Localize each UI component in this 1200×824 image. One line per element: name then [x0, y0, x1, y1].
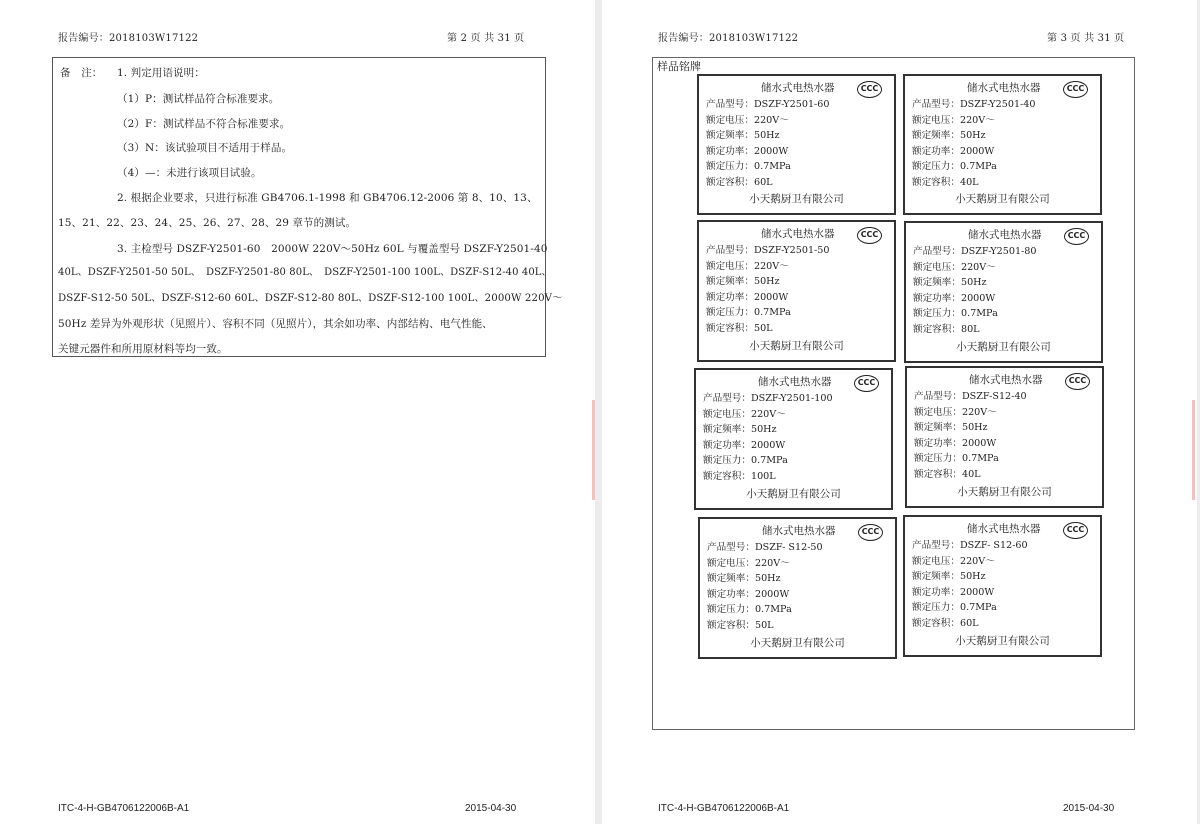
spec-label: 额定电压：	[914, 406, 962, 418]
spec-label: 额定电压：	[913, 261, 961, 273]
footer-doc-code: ITC-4-H-GB4706122006B-A1	[58, 803, 190, 814]
page-indicator: 第 3 页 共 31 页	[1047, 33, 1125, 44]
spec-row	[914, 436, 1027, 452]
spec-row	[703, 422, 833, 438]
spec-value: 50Hz	[961, 422, 988, 434]
spec-value: DSZF-Y2501-80	[960, 246, 1037, 257]
spec-value: 220V～	[959, 114, 995, 126]
spec-value: 2000W	[960, 292, 996, 304]
spec-label: 额定功率：	[914, 437, 962, 449]
spec-row	[912, 616, 1028, 632]
ccc-certification-icon: CCC	[1065, 373, 1090, 390]
spec-value: 40L	[961, 468, 981, 480]
spec-row	[912, 585, 1028, 601]
spec-row	[912, 113, 1036, 129]
nameplate	[697, 220, 896, 362]
spec-row	[703, 453, 833, 469]
ccc-certification-icon: CCC	[1063, 522, 1088, 539]
remarks-line: 50Hz 差异为外观形状（见照片）、容积不同（见照片），其余如功率、内部结构、电气性能、	[58, 318, 493, 330]
spec-label: 额定频率：	[706, 276, 754, 288]
spec-label: 额定功率：	[912, 586, 960, 598]
spec-label: 额定电压：	[912, 114, 960, 126]
spec-value: 220V～	[959, 555, 995, 567]
spec-value: 100L	[750, 470, 776, 482]
nameplate-title: 储水式电热水器	[761, 82, 835, 94]
spec-value: 60L	[753, 176, 773, 188]
spec-label: 额定压力：	[703, 455, 751, 467]
nameplate-title: 储水式电热水器	[967, 82, 1041, 94]
nameplate	[905, 366, 1104, 508]
spec-label: 额定容积：	[706, 322, 754, 334]
spec-value: 0.7MPa	[961, 453, 999, 465]
spec-label: 产品型号：	[913, 246, 961, 257]
spec-value: 220V～	[960, 261, 996, 273]
spec-row	[707, 571, 823, 587]
spec-row	[706, 243, 830, 259]
report-number: 报告编号：2018103W17122	[58, 33, 199, 44]
spec-row	[706, 175, 830, 191]
spec-row	[914, 467, 1027, 483]
spec-value: 220V～	[961, 406, 997, 418]
spec-row	[707, 540, 823, 556]
spec-row	[913, 306, 1037, 322]
spec-value: 2000W	[961, 437, 997, 449]
spec-label: 额定压力：	[706, 161, 754, 173]
spec-label: 额定功率：	[706, 291, 754, 303]
spec-label: 产品型号：	[706, 245, 754, 256]
spec-row	[706, 144, 830, 160]
spec-value: 0.7MPa	[959, 602, 997, 614]
footer-date: 2015-04-30	[465, 803, 517, 814]
nameplate-specs	[914, 389, 1027, 483]
spec-value: 50Hz	[960, 277, 987, 289]
spec-row	[913, 244, 1037, 260]
spec-label: 额定压力：	[914, 453, 962, 465]
page-indicator: 第 2 页 共 31 页	[447, 33, 525, 44]
spec-value: 50Hz	[753, 130, 780, 142]
spec-label: 额定容积：	[913, 323, 961, 335]
footer-date: 2015-04-30	[1063, 803, 1115, 814]
spec-value: 2000W	[754, 588, 790, 600]
spec-row	[706, 113, 830, 129]
spec-value: 220V～	[753, 260, 789, 272]
spec-label: 额定电压：	[707, 557, 755, 569]
spec-label: 额定压力：	[706, 307, 754, 319]
spec-value: 0.7MPa	[750, 455, 788, 467]
spec-row	[706, 290, 830, 306]
spec-label: 额定功率：	[913, 292, 961, 304]
spec-row	[706, 274, 830, 290]
spec-row	[707, 618, 823, 634]
footer-doc-code: ITC-4-H-GB4706122006B-A1	[658, 803, 790, 814]
spec-label: 额定频率：	[912, 571, 960, 583]
spec-label: 产品型号：	[914, 391, 962, 402]
nameplate	[694, 368, 893, 510]
nameplate-specs	[913, 244, 1037, 338]
nameplate	[697, 74, 896, 215]
nameplate-title: 储水式电热水器	[762, 525, 836, 537]
spec-value: 50Hz	[753, 276, 780, 288]
remarks-line: 1. 判定用语说明：	[117, 67, 205, 79]
spec-label: 产品型号：	[912, 540, 960, 551]
spec-label: 额定功率：	[706, 145, 754, 157]
nameplate-title: 储水式电热水器	[758, 376, 832, 388]
remarks-line: 关键元器件和所用原材料等均一致。	[58, 343, 228, 355]
remarks-line: （1）P：测试样品符合标准要求。	[117, 93, 280, 105]
spec-value: 50Hz	[959, 130, 986, 142]
manufacturer-name: 小天鹅厨卫有限公司	[750, 637, 845, 649]
spec-value: 80L	[960, 323, 980, 335]
spec-row	[912, 97, 1036, 113]
manufacturer-name: 小天鹅厨卫有限公司	[746, 488, 841, 500]
section-title: 样品铭牌	[657, 60, 701, 73]
manufacturer-name: 小天鹅厨卫有限公司	[749, 340, 844, 352]
spec-label: 额定功率：	[707, 588, 755, 600]
spec-label: 额定容积：	[912, 176, 960, 188]
spec-value: DSZF- S12-60	[959, 540, 1028, 551]
nameplate-title: 储水式电热水器	[968, 229, 1042, 241]
spec-row	[914, 405, 1027, 421]
spec-value: 0.7MPa	[960, 308, 998, 320]
spec-value: DSZF- S12-50	[754, 542, 823, 553]
remarks-line: 2. 根据企业要求，只进行标准 GB4706.1-1998 和 GB4706.12-2006 第 8、10、13、	[117, 192, 538, 204]
spec-row	[913, 291, 1037, 307]
ccc-certification-icon: CCC	[854, 375, 879, 392]
spec-label: 额定容积：	[706, 176, 754, 188]
spec-label: 产品型号：	[707, 542, 755, 553]
spec-row	[912, 175, 1036, 191]
spec-value: DSZF-S12-40	[961, 391, 1027, 402]
remarks-line: 40L、DSZF-Y2501-50 50L、 DSZF-Y2501-80 80L、 DSZF-Y2501-100 100L、DSZF-S12-40 40L、	[58, 267, 552, 278]
spec-value: 50Hz	[959, 571, 986, 583]
spec-label: 额定频率：	[707, 573, 755, 585]
nameplate-title: 储水式电热水器	[761, 228, 835, 240]
spec-label: 额定功率：	[912, 145, 960, 157]
remarks-label: 备 注：	[60, 67, 103, 79]
manufacturer-name: 小天鹅厨卫有限公司	[957, 486, 1052, 498]
spec-row	[706, 305, 830, 321]
spec-label: 产品型号：	[703, 393, 751, 404]
spec-row	[914, 451, 1027, 467]
remarks-line: DSZF-S12-50 50L、DSZF-S12-60 60L、DSZF-S12-80 80L、DSZF-S12-100 100L、2000W 220V～	[58, 293, 563, 304]
remarks-line: （3）N：该试验项目不适用于样品。	[117, 142, 293, 154]
spec-value: 50Hz	[754, 573, 781, 585]
spec-value: DSZF-Y2501-50	[753, 245, 830, 256]
spec-value: 0.7MPa	[754, 604, 792, 616]
spec-row	[706, 97, 830, 113]
ccc-certification-icon: CCC	[858, 524, 883, 541]
spec-value: 2000W	[959, 145, 995, 157]
spec-label: 额定容积：	[703, 470, 751, 482]
spec-row	[912, 569, 1028, 585]
spec-label: 额定容积：	[707, 619, 755, 631]
nameplate-title: 储水式电热水器	[969, 374, 1043, 386]
spec-row	[703, 391, 833, 407]
spec-label: 额定压力：	[912, 602, 960, 614]
nameplate-specs	[912, 97, 1036, 191]
spec-value: 60L	[959, 617, 979, 629]
spec-row	[912, 144, 1036, 160]
report-number: 报告编号：2018103W17122	[658, 33, 799, 44]
spec-value: 2000W	[753, 145, 789, 157]
spec-value: 50L	[754, 619, 774, 631]
manufacturer-name: 小天鹅厨卫有限公司	[955, 193, 1050, 205]
nameplate-title: 储水式电热水器	[967, 523, 1041, 535]
spec-label: 额定电压：	[706, 260, 754, 272]
manufacturer-name: 小天鹅厨卫有限公司	[749, 193, 844, 205]
spec-row	[707, 602, 823, 618]
spec-row	[913, 260, 1037, 276]
ccc-certification-icon: CCC	[1063, 81, 1088, 98]
spec-value: 2000W	[753, 291, 789, 303]
remarks-line: 3. 主检型号 DSZF-Y2501-60 2000W 220V～50Hz 60L 与覆盖型号 DSZF-Y2501-40	[117, 243, 548, 255]
spec-value: 0.7MPa	[753, 307, 791, 319]
spec-label: 额定压力：	[707, 604, 755, 616]
spec-row	[913, 275, 1037, 291]
nameplate-specs	[703, 391, 833, 485]
spec-value: 40L	[959, 176, 979, 188]
spec-value: DSZF-Y2501-60	[753, 99, 830, 110]
remarks-line: （4）—：未进行该项目试验。	[117, 167, 262, 179]
spec-label: 额定功率：	[703, 439, 751, 451]
spec-value: 0.7MPa	[959, 161, 997, 173]
spec-label: 产品型号：	[912, 99, 960, 110]
seal-stamp-edge	[1192, 400, 1195, 500]
spec-label: 额定电压：	[703, 408, 751, 420]
spec-label: 额定电压：	[912, 555, 960, 567]
spec-value: DSZF-Y2501-100	[750, 393, 833, 404]
spec-row	[912, 554, 1028, 570]
ccc-certification-icon: CCC	[857, 81, 882, 98]
spec-label: 额定电压：	[706, 114, 754, 126]
spec-row	[912, 128, 1036, 144]
nameplate-specs	[707, 540, 823, 634]
spec-row	[706, 159, 830, 175]
spec-row	[706, 321, 830, 337]
nameplate	[904, 221, 1103, 363]
spec-row	[914, 420, 1027, 436]
report-page-2	[0, 0, 595, 824]
spec-row	[912, 159, 1036, 175]
spec-label: 额定压力：	[912, 161, 960, 173]
nameplate	[903, 515, 1102, 657]
spec-value: 50L	[753, 322, 773, 334]
spec-label: 额定频率：	[914, 422, 962, 434]
spec-row	[703, 469, 833, 485]
manufacturer-name: 小天鹅厨卫有限公司	[955, 635, 1050, 647]
spec-label: 额定压力：	[913, 308, 961, 320]
spec-value: 220V～	[754, 557, 790, 569]
spec-label: 额定频率：	[913, 277, 961, 289]
seal-stamp-edge	[592, 400, 595, 500]
spec-row	[703, 438, 833, 454]
manufacturer-name: 小天鹅厨卫有限公司	[956, 341, 1051, 353]
spec-row	[706, 259, 830, 275]
spec-value: 220V～	[753, 114, 789, 126]
spec-row	[914, 389, 1027, 405]
nameplate-specs	[912, 538, 1028, 632]
spec-label: 额定容积：	[912, 617, 960, 629]
spec-label: 额定频率：	[703, 424, 751, 436]
spec-value: 220V～	[750, 408, 786, 420]
spec-label: 额定频率：	[706, 130, 754, 142]
nameplate	[903, 74, 1102, 215]
spec-label: 产品型号：	[706, 99, 754, 110]
remarks-line: 15、21、22、23、24、25、26、27、28、29 章节的测试。	[58, 217, 357, 229]
report-page-3	[602, 0, 1197, 824]
spec-value: 2000W	[959, 586, 995, 598]
nameplate	[698, 517, 897, 659]
spec-row	[703, 407, 833, 423]
spec-row	[706, 128, 830, 144]
ccc-certification-icon: CCC	[857, 227, 882, 244]
spec-row	[912, 600, 1028, 616]
spec-value: 0.7MPa	[753, 161, 791, 173]
spec-label: 额定容积：	[914, 468, 962, 480]
nameplate-specs	[706, 243, 830, 337]
spec-row	[912, 538, 1028, 554]
spec-row	[707, 587, 823, 603]
remarks-line: （2）F：测试样品不符合标准要求。	[117, 118, 291, 130]
spec-value: DSZF-Y2501-40	[959, 99, 1036, 110]
ccc-certification-icon: CCC	[1064, 228, 1089, 245]
spec-value: 50Hz	[750, 424, 777, 436]
spec-label: 额定频率：	[912, 130, 960, 142]
nameplate-specs	[706, 97, 830, 191]
spec-value: 2000W	[750, 439, 786, 451]
spec-row	[913, 322, 1037, 338]
spec-row	[707, 556, 823, 572]
